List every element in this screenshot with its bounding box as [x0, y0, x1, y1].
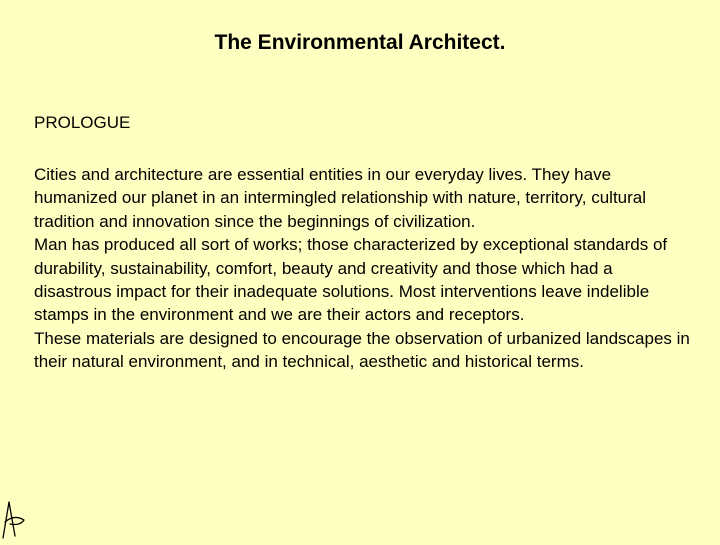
- handwritten-monogram-icon: [0, 496, 30, 540]
- section-heading: PROLOGUE: [34, 113, 131, 132]
- body-text: [34, 163, 694, 374]
- page-title: The Environmental Architect.: [214, 31, 506, 54]
- paragraph: Man has produced all sort of works; those characterized by exceptional standards of durability, sustainability, comfort, beauty and creativity and those which had a disastrous impact for their inadequate solutions. Most interventions leave indelible stamps in the environment and we are their actors and receptors.: [34, 235, 668, 325]
- paragraph: Cities and architecture are essential entities in our everyday lives. They have humanized our planet in an intermingled relationship with nature, territory, cultural tradition and innovation since the beginnings of civilization.: [34, 165, 647, 231]
- paragraph: These materials are designed to encourage the observation of urbanized landscapes in their natural environment, and in technical, aesthetic and historical terms.: [34, 328, 690, 372]
